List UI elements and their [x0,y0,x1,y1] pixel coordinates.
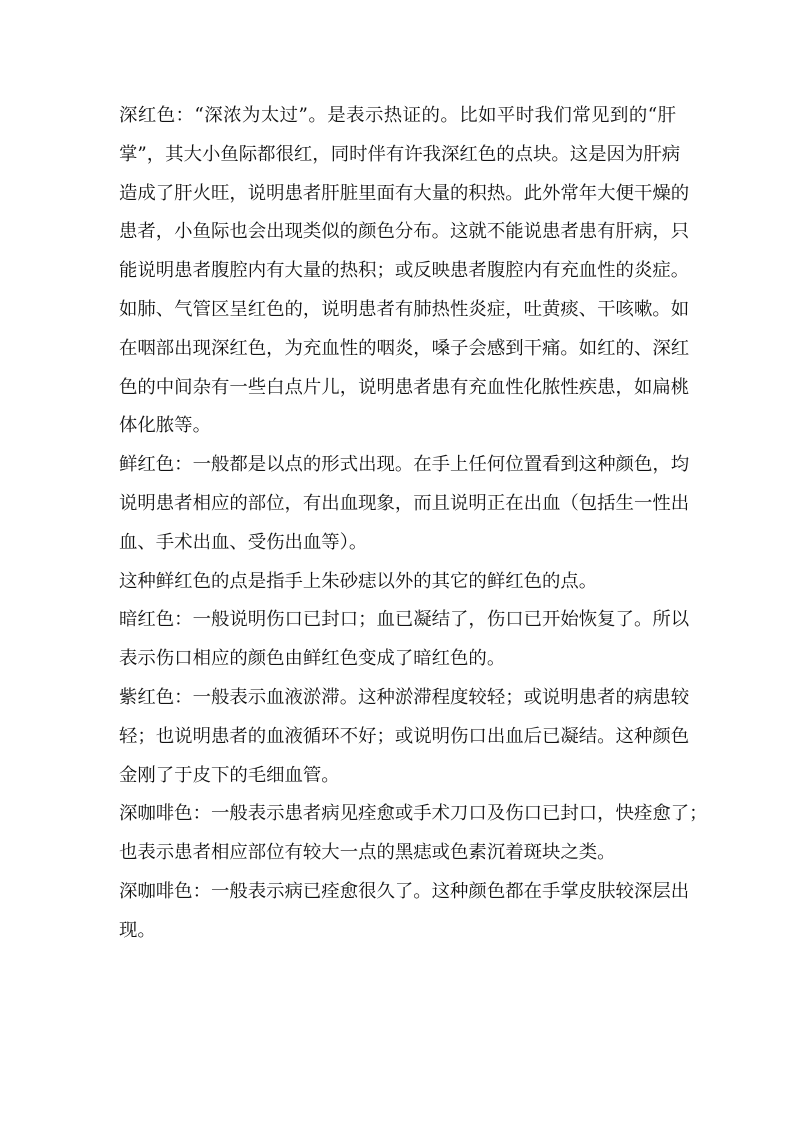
text-line: 现。 [119,919,156,941]
text-line: 金刚了于皮下的毛细血管。 [119,764,340,786]
text-line: 深咖啡色：一般表示病已痊愈很久了。这种颜色都在手掌皮肤较深层出 [119,880,690,902]
text-line: 轻；也说明患者的血液循环不好；或说明伤口出血后已凝结。这种颜色 [119,725,690,747]
text-line: 这种鲜红色的点是指手上朱砂痣以外的其它的鲜红色的点。 [119,570,598,592]
text-line: 鲜红色：一般都是以点的形式出现。在手上任何位置看到这种颜色，均 [119,454,690,476]
text-line: 紫红色：一般表示血液淤滞。这种淤滞程度较轻；或说明患者的病患较 [119,686,690,708]
text-line: 体化脓等。 [119,415,211,437]
text-line: 色的中间杂有一些白点片儿，说明患者患有充血性化脓性疾患，如扁桃 [119,376,690,398]
text-line: 掌”，其大小鱼际都很红，同时伴有许我深红色的点块。这是因为肝病 [119,143,681,165]
text-line: 如肺、气管区呈红色的，说明患者有肺热性炎症，吐黄痰、干咳嗽。如 [119,298,690,320]
text-line: 深红色：“深浓为太过”。是表示热证的。比如平时我们常见到的“肝 [119,105,676,126]
document-body [119,97,708,951]
text-line: 血、手术出血、受伤出血等）。 [119,531,368,553]
text-line: 表示伤口相应的颜色由鲜红色变成了暗红色的。 [119,648,506,670]
text-line: 患者，小鱼际也会出现类似的颜色分布。这就不能说患者患有肝病，只 [119,221,690,243]
text-line: 造成了肝火旺，说明患者肝脏里面有大量的积热。此外常年大便干燥的 [119,182,690,204]
text-line: 深咖啡色：一般表示患者病见痊愈或手术刀口及伤口已封口，快痊愈了； [119,803,708,825]
text-line: 在咽部出现深红色，为充血性的咽炎，嗓子会感到干痛。如红的、深红 [119,337,690,359]
text-line: 暗红色：一般说明伤口已封口；血已凝结了，伤口已开始恢复了。所以 [119,609,690,631]
text-line: 说明患者相应的部位，有出血现象，而且说明正在出血（包括生一性出 [119,492,690,514]
text-line: 也表示患者相应部位有较大一点的黑痣或色素沉着斑块之类。 [119,842,616,864]
text-line: 能说明患者腹腔内有大量的热积；或反映患者腹腔内有充血性的炎症。 [119,260,690,282]
